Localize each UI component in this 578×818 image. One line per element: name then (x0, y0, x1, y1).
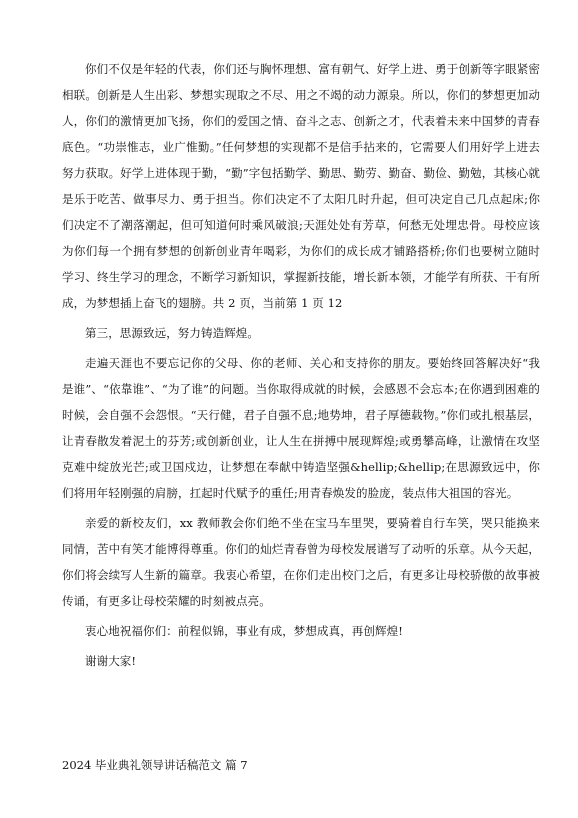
paragraph-thanks: 谢谢大家! (85, 654, 137, 668)
paragraph-blessing: 衷心地祝福你们：前程似锦，事业有成，梦想成真，再创辉煌! (85, 624, 403, 638)
paragraph-section-three-heading: 第三，思源致远，努力铸造辉煌。 (85, 326, 259, 340)
document-body (62, 56, 540, 674)
paragraph-innovation: 你们不仅是年轻的代表，你们还与胸怀理想、富有朝气、好学上进、勇于创新等字眼紧密相联。创新是人生出彩、梦想实现取之不尽、用之不竭的动力源泉。所以，你们的梦想更加动人，你们的激情更加飞扬，你们的爱国之情、奋斗之志、创新之才，代表着未来中国梦的青春底色。“功崇惟志，业广惟勤。”任何梦想的实现都不是信手拈来的，它需要人们用好学上进去努力获取。好学上进体现于勤，“勤”字包括勤学、勤思、勤劳、勤奋、勤俭、勤勉，其核心就是乐于吃苦、做事尽力、勇于担当。你们决定不了太阳几时升起，但可决定自己几点起床;你们决定不了潮落潮起，但可知道何时乘风破浪;天涯处处有芳草，何愁无处埋忠骨。母校应该为你们每一个拥有梦想的创新创业青年喝彩，为你们的成长成才铺路搭桥;你们也要树立随时学习、终生学习的理念，不断学习新知识，掌握新技能，增长新本领，才能学有所获、干有所成，为梦想插上奋飞的翅膀。共 2 页，当前第 1 页 12 (62, 62, 540, 310)
next-section-title: 2024 毕业典礼领导讲话稿范文 篇 7 (62, 758, 248, 772)
paragraph-alumni: 亲爱的新校友们，xx 教师教会你们绝不坐在宝马车里哭，要骑着自行车笑，哭只能换来同情，苦中有笑才能博得尊重。你们的灿烂青春曾为母校发展谱写了动听的乐章。从今天起，你们将会续写人生新的篇章。我衷心希望，在你们走出校门之后，有更多让母校骄傲的故事被传诵，有更多让母校荣耀的时刻被点亮。 (62, 516, 540, 608)
paragraph-gratitude: 走遍天涯也不要忘记你的父母、你的老师、关心和支持你的朋友。要始终回答解决好“我是谁”、“依靠谁”、“为了谁”的问题。当你取得成就的时候，会感恩不会忘本;在你遇到困难的时候，会自强不会怨恨。“天行健，君子自强不息;地势坤，君子厚德载物。”你们或扎根基层，让青春散发着泥土的芬芳;或创新创业，让人生在拼搏中展现辉煌;或勇攀高峰，让激情在攻坚克难中绽放光芒;或卫国戍边，让梦想在奉献中铸造坚强&hellip;&hellip;在思源致远中，你们将用年轻刚强的肩膀，扛起时代赋予的重任;用青春焕发的脸庞，装点伟大祖国的容光。 (62, 356, 540, 500)
